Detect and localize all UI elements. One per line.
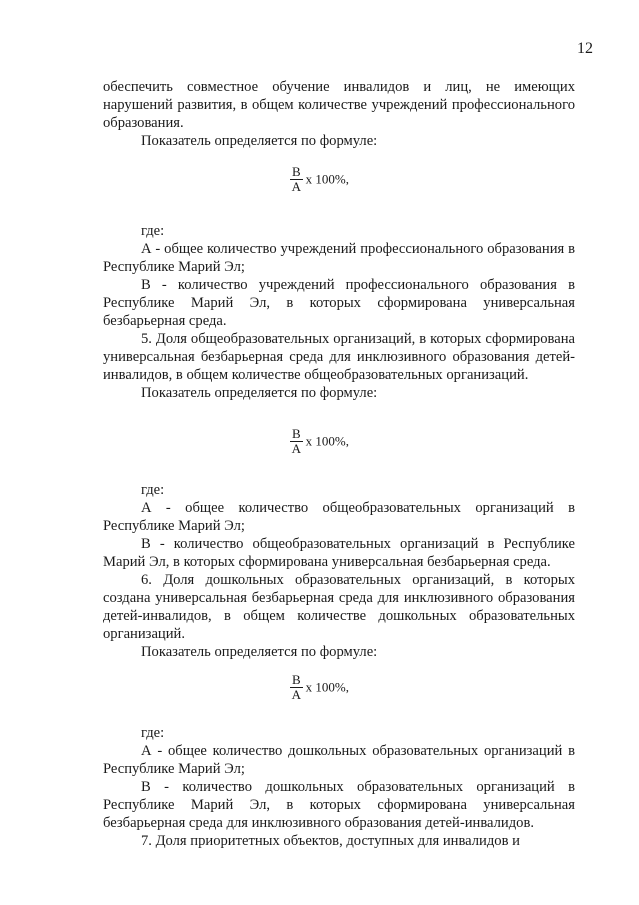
- paragraph-continuation: обеспечить совместное обучение инвалидов и лиц, не имеющих нарушений развития, в общем количестве учреждений профессионального образования.: [103, 79, 575, 131]
- fraction-denominator: А: [291, 179, 302, 194]
- text-block-definitions-1: [103, 222, 575, 402]
- formula-multiplier: x 100%,: [305, 433, 349, 449]
- where-label: где:: [141, 223, 165, 239]
- formula-multiplier: x 100%,: [305, 171, 349, 187]
- fraction-numerator: В: [291, 426, 301, 441]
- formula-intro: Показатель определяется по формуле:: [141, 133, 378, 149]
- where-label: где:: [141, 725, 165, 741]
- indicator-item-6: 6. Доля дошкольных образовательных организаций, в которых создана универсальная безбарьерная среда для инклюзивного образования детей-инвалидов, в общем количестве дошкольных образовательных организаций.: [103, 572, 575, 642]
- definition-b: В - количество общеобразовательных организаций в Республике Марий Эл, в которых сформирована универсальная безбарьерная среда.: [103, 536, 575, 570]
- formula-3: [0, 673, 639, 702]
- definition-a: А - общее количество общеобразовательных организаций в Республике Марий Эл;: [103, 500, 575, 534]
- formula-intro: Показатель определяется по формуле:: [141, 385, 378, 401]
- formula-multiplier: x 100%,: [305, 679, 349, 695]
- indicator-item-7: 7. Доля приоритетных объектов, доступных для инвалидов и: [141, 833, 520, 849]
- fraction-numerator: В: [291, 672, 301, 687]
- formula-1: [0, 165, 639, 194]
- definition-a: А - общее количество дошкольных образовательных организаций в Республике Марий Эл;: [103, 743, 575, 777]
- where-label: где:: [141, 482, 165, 498]
- fraction-denominator: А: [291, 687, 302, 702]
- formula-intro: Показатель определяется по формуле:: [141, 644, 378, 660]
- text-block-definitions-2: [103, 481, 575, 661]
- fraction-denominator: А: [291, 441, 302, 456]
- fraction: [290, 427, 303, 456]
- formula-2: [0, 427, 639, 456]
- text-block-definitions-3: [103, 724, 575, 850]
- text-block-intro: [103, 78, 575, 150]
- definition-b: В - количество дошкольных образовательных организаций в Республике Марий Эл, в которых сформирована универсальная безбарьерная среда для инклюзивного образования детей-инвалидов.: [103, 779, 575, 831]
- fraction-numerator: В: [291, 164, 301, 179]
- definition-a: А - общее количество учреждений профессионального образования в Республике Марий Эл;: [103, 241, 575, 275]
- indicator-item-5: 5. Доля общеобразовательных организаций, в которых сформирована универсальная безбарьерная среда для инклюзивного образования детей-инвалидов, в общем количестве общеобразовательных организаций.: [103, 331, 575, 383]
- page-number: 12: [577, 40, 593, 57]
- fraction: [290, 673, 303, 702]
- definition-b: В - количество учреждений профессионального образования в Республике Марий Эл, в которых сформирована универсальная безбарьерная среда.: [103, 277, 575, 329]
- fraction: [290, 165, 303, 194]
